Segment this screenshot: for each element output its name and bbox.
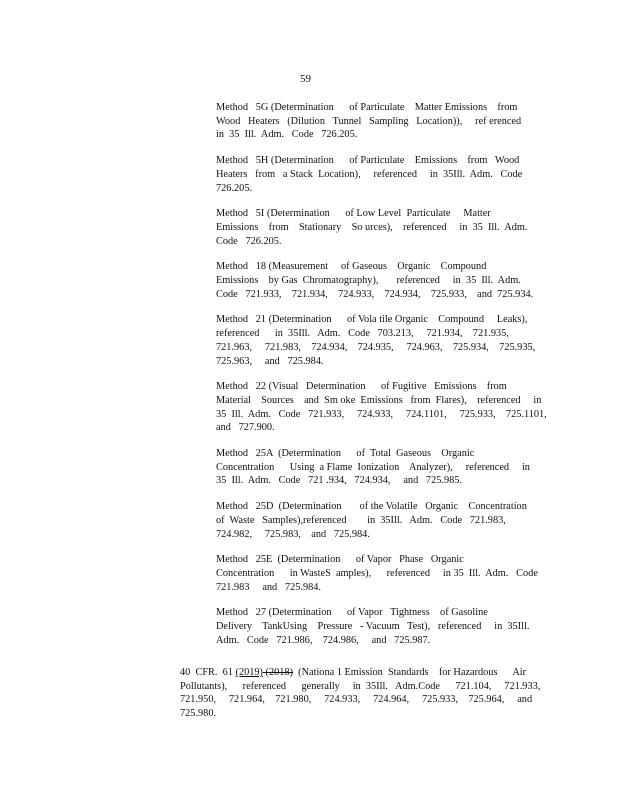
method-line: 721.963, 721.983, 724.934, 724.935, 724.963, 725.934, 725.935, <box>216 341 536 353</box>
method-entry <box>216 313 541 368</box>
cfr-title: (Nationa 1 Emission Standards for Hazardous Air <box>293 667 527 678</box>
method-line: referenced in 35Ill. Adm. Code 703.213, 721.934, 721.935, <box>216 328 509 340</box>
method-line: in 35 Ill. Adm. Code 726.205. <box>216 129 358 141</box>
method-line: Concentration in WasteS amples), referenced in 35 Ill. Adm. Code <box>216 567 538 579</box>
method-list <box>216 101 547 660</box>
method-line: 726.205. <box>216 182 253 194</box>
method-line: 725.963, and 725.984. <box>216 355 324 367</box>
method-line: 35 Ill. Adm. Code 721.933, 724.933, 724.1101, 725.933, 725.1101, <box>216 408 547 420</box>
cfr-line: 721.950, 721.964, 721.980, 724.933, 724.964, 725.933, 725.964, and <box>180 694 533 706</box>
method-line: Method 5H (Determination of Particulate Emissions from Wood <box>216 155 520 167</box>
method-line: 721.983 and 725.984. <box>216 581 321 593</box>
method-line: Code 721.933, 721.934, 724.933, 724.934, 725.933, and 725.934. <box>216 288 534 300</box>
method-line: 35 Ill. Adm. Code 721 .934, 724.934, and 725.985. <box>216 475 462 487</box>
method-line: Method 27 (Determination of Vapor Tightness of Gasoline <box>216 607 488 619</box>
method-line: Emissions by Gas Chromatography), referenced in 35 Ill. Adm. <box>216 275 521 287</box>
method-line: Method 18 (Measurement of Gaseous Organic Compound <box>216 261 487 273</box>
method-entry <box>216 447 541 488</box>
cfr-first-line <box>180 666 525 680</box>
method-entry <box>216 500 541 541</box>
method-entry <box>216 380 547 435</box>
method-line: Delivery TankUsing Pressure - Vacuum Test), referenced in 35Ill. <box>216 621 530 633</box>
method-entry <box>216 606 541 647</box>
method-line: Code 726.205. <box>216 235 282 247</box>
cfr-line: Pollutants), referenced generally in 35Ill. Adm.Code 721.104, 721.933, <box>180 680 541 692</box>
method-entry <box>216 207 541 248</box>
method-line: Method 5G (Determination of Particulate Matter Emissions from <box>216 102 518 113</box>
method-entry <box>216 260 541 301</box>
cfr-entry <box>180 666 541 721</box>
deleted-year: (2018) <box>262 667 293 678</box>
method-line: and 727.900. <box>216 422 275 434</box>
inserted-year: (2019) <box>235 667 263 678</box>
method-line: Material Sources and Sm oke Emissions from Flares), referenced in <box>216 394 542 406</box>
method-line: Concentration Using a Flame Ionization Analyzer), referenced in <box>216 461 530 473</box>
method-line: Method 21 (Determination of Vola tile Organic Compound Leaks), <box>216 314 528 326</box>
method-line: Adm. Code 721.986, 724.986, and 725.987. <box>216 634 431 646</box>
method-line: Wood Heaters (Dilution Tunnel Sampling Location)), ref erenced <box>216 115 522 127</box>
method-line: Method 25E (Determination of Vapor Phase Organic <box>216 554 464 566</box>
method-line: Emissions from Stationary So urces), referenced in 35 Ill. Adm. <box>216 221 528 233</box>
method-entry <box>216 553 541 594</box>
method-entry <box>216 101 541 142</box>
method-line: Method 5I (Determination of Low Level Particulate Matter <box>216 208 491 220</box>
page-number: 59 <box>300 73 311 85</box>
cfr-line: 725.980. <box>180 708 217 720</box>
method-entry <box>216 154 541 195</box>
method-line: Heaters from a Stack Location), referenced in 35Ill. Adm. Code <box>216 168 523 180</box>
method-line: 724.982, 725.983, and 725.984. <box>216 528 370 540</box>
method-line: Method 25A (Determination of Total Gaseous Organic <box>216 448 475 460</box>
method-line: Method 25D (Determination of the Volatile Organic Concentration <box>216 501 527 513</box>
method-line: Method 22 (Visual Determination of Fugitive Emissions from <box>216 381 507 393</box>
cfr-prefix: 40 CFR. 61 <box>180 667 236 678</box>
method-line: of Waste Samples),referenced in 35Ill. Adm. Code 721.983, <box>216 514 506 526</box>
